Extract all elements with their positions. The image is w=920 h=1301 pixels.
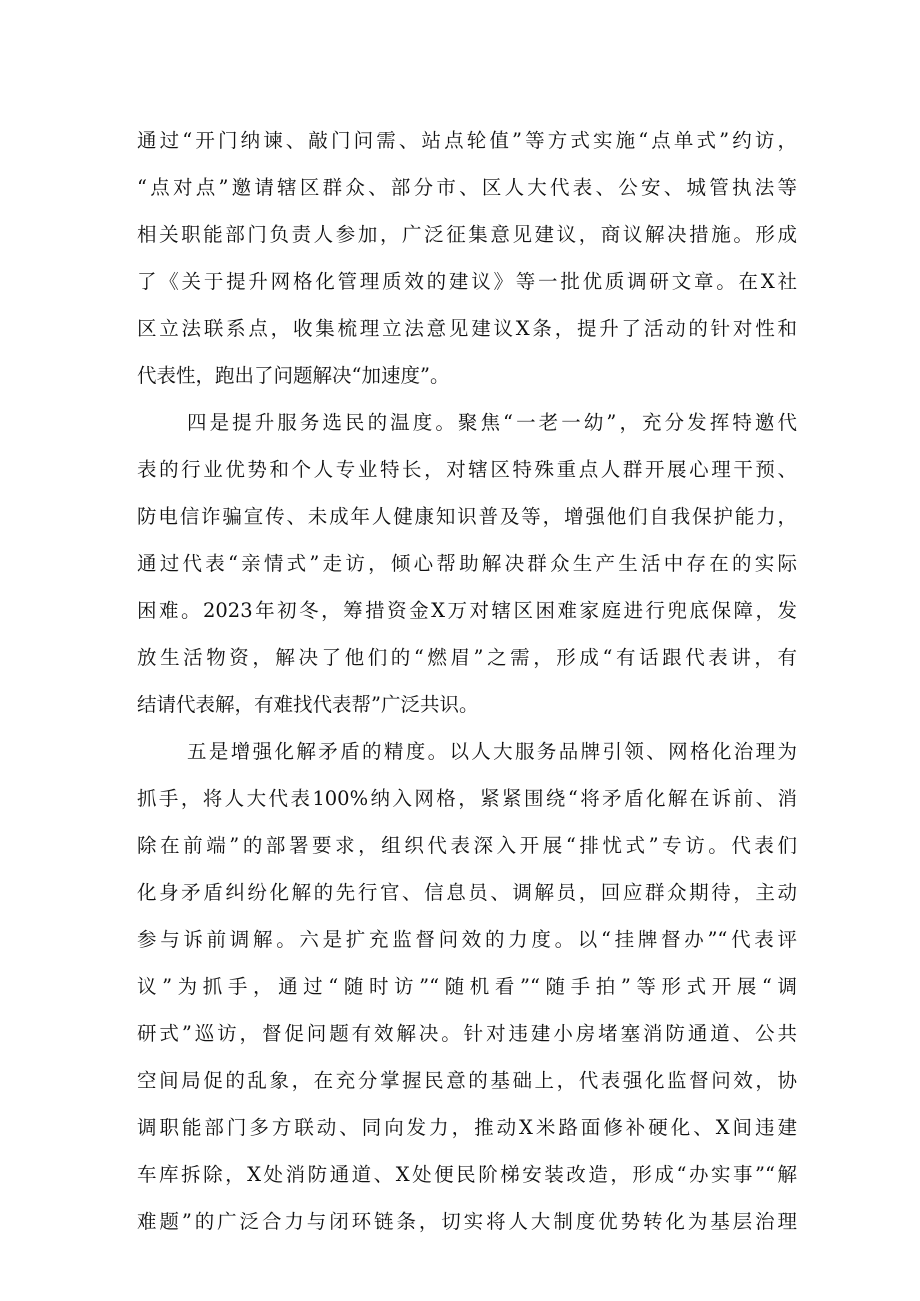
text-line: 结请代表解，有难找代表帮”广泛共识。: [137, 693, 479, 716]
text-line: 困难。2023年初冬，筹措资金X万对辖区困难家庭进行兜底保障，发: [137, 599, 797, 622]
text-line: 代表性，跑出了问题解决“加速度”。: [137, 364, 450, 387]
text-line: 表的行业优势和个人专业特长，对辖区特殊重点人群开展心理干预、: [137, 458, 797, 481]
text-line: 了《关于提升网格化管理质效的建议》等一批优质调研文章。在X社: [137, 270, 797, 293]
text-line: 除在前端”的部署要求，组织代表深入开展“排忧式”专访。代表们: [137, 834, 797, 857]
text-line: 通过代表“亲情式”走访，倾心帮助解决群众生产生活中存在的实际: [137, 552, 797, 575]
text-line: 议”为抓手，通过“随时访”“随机看”“随手拍”等形式开展“调: [137, 975, 797, 998]
paragraph-first-line: 五是增强化解矛盾的精度。以人大服务品牌引领、网格化治理为: [187, 740, 797, 763]
paragraph-first-line: 四是提升服务选民的温度。聚焦“一老一幼”，充分发挥特邀代: [187, 411, 797, 434]
text-line: 化身矛盾纠纷化解的先行官、信息员、调解员，回应群众期待，主动: [137, 881, 797, 904]
text-line: 通过“开门纳谏、敲门问需、站点轮值”等方式实施“点单式”约访，: [137, 129, 797, 152]
text-line: 难题”的广泛合力与闭环链条，切实将人大制度优势转化为基层治理: [137, 1210, 797, 1233]
text-line: 研式”巡访，督促问题有效解决。针对违建小房堵塞消防通道、公共: [137, 1022, 797, 1045]
text-line: 放生活物资，解决了他们的“燃眉”之需，形成“有话跟代表讲，有: [137, 646, 797, 669]
text-line: 区立法联系点，收集梳理立法意见建议X条，提升了活动的针对性和: [137, 317, 797, 340]
text-line: 空间局促的乱象，在充分掌握民意的基础上，代表强化监督问效，协: [137, 1069, 797, 1092]
text-line: 调职能部门多方联动、同向发力，推动X米路面修补硬化、X间违建: [137, 1116, 797, 1139]
text-line: 车库拆除，X处消防通道、X处便民阶梯安装改造，形成“办实事”“解: [137, 1163, 797, 1186]
text-line: 相关职能部门负责人参加，广泛征集意见建议，商议解决措施。形成: [137, 223, 797, 246]
text-line: 参与诉前调解。六是扩充监督问效的力度。以“挂牌督办”“代表评: [137, 928, 797, 951]
text-line: 防电信诈骗宣传、未成年人健康知识普及等，增强他们自我保护能力，: [137, 505, 797, 528]
text-line: “点对点”邀请辖区群众、部分市、区人大代表、公安、城管执法等: [137, 176, 797, 199]
text-line: 抓手，将人大代表100%纳入网格，紧紧围绕“将矛盾化解在诉前、消: [137, 787, 797, 810]
